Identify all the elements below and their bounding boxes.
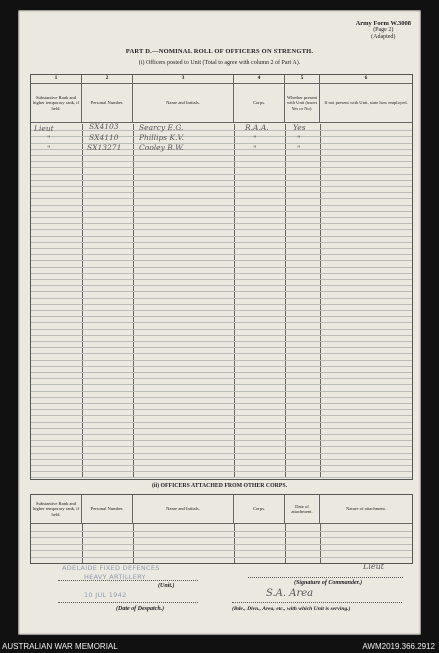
form-page: (Page 2) (373, 27, 394, 33)
ruled-line (31, 335, 412, 336)
column-number-row (31, 75, 412, 84)
col-number-4: 4 (234, 75, 285, 84)
ruled-line (31, 453, 412, 454)
ruled-line (31, 298, 412, 299)
ruled-line (31, 471, 412, 472)
ruled-line (31, 384, 412, 385)
ruled-line (31, 304, 412, 305)
ruled-line (31, 366, 412, 367)
ruled-line (31, 440, 412, 441)
header-row (31, 495, 412, 524)
entry-name: Cooley B.W. (139, 143, 184, 152)
col-number-6: 6 (320, 75, 412, 84)
ruled-line (31, 155, 412, 156)
table2-ruled-lines (31, 524, 412, 563)
unit-label: (Unit.) (158, 583, 175, 589)
col-number-3: 3 (133, 75, 234, 84)
ruled-line (31, 205, 412, 206)
ruled-line (31, 316, 412, 317)
entry-rank: Lieut (34, 124, 54, 133)
ruled-line (31, 329, 412, 330)
col-number-1: 1 (31, 75, 82, 84)
ruled-line (31, 254, 412, 255)
ruled-line (31, 531, 412, 532)
entry-corps: " (253, 134, 257, 143)
archive-footer (0, 640, 439, 653)
despatch-date-label: (Date of Despatch.) (116, 606, 165, 612)
ruled-line (31, 557, 412, 558)
ruled-line (31, 544, 412, 545)
ruled-line (31, 459, 412, 460)
commander-signature-label: (Signature of Commander.) (294, 580, 363, 586)
stamp-unit-line2: HEAVY ARTILLERY (84, 573, 146, 581)
ruled-line (31, 378, 412, 379)
ruled-line (31, 260, 412, 261)
ruled-line (31, 236, 412, 237)
section2-title: (ii) OFFICERS ATTACHED FROM OTHER CORPS. (151, 483, 288, 489)
ruled-line (31, 167, 412, 168)
form-identifier (356, 20, 411, 41)
ruled-line (31, 248, 412, 249)
area-handwritten: S.A. Area (266, 588, 314, 599)
ruled-line (31, 409, 412, 410)
commander-signature: Lieut (363, 562, 384, 571)
entry-number: SX4110 (89, 133, 119, 142)
ruled-line (31, 223, 412, 224)
ruled-line (31, 465, 412, 466)
ruled-line (31, 267, 412, 268)
ruled-line (31, 397, 412, 398)
entry-name: Searcy E.G. (139, 123, 184, 132)
bde-area-label: (Bde., Divn., Area, etc., with which Unit is serving.) (232, 606, 351, 612)
ruled-line (31, 273, 412, 274)
ruled-line (31, 415, 412, 416)
entry-rank: " (47, 134, 51, 143)
entry-number: SX13271 (87, 143, 122, 152)
ruled-line (31, 322, 412, 323)
entry-present: Yes (293, 123, 306, 132)
ruled-line (31, 180, 412, 181)
col-number-2: 2 (82, 75, 133, 84)
header-row (31, 84, 412, 123)
ruled-line (31, 372, 412, 373)
ruled-line (31, 446, 412, 447)
ruled-line (31, 403, 412, 404)
ruled-line (31, 174, 412, 175)
ruled-line (31, 161, 412, 162)
header-date-attachment: Date of attachment. (285, 495, 320, 523)
ruled-line (31, 341, 412, 342)
header-name: Name and Initials. (133, 84, 234, 122)
ruled-line (31, 537, 412, 538)
footer-institution: AUSTRALIAN WAR MEMORIAL (2, 642, 118, 651)
table1-ruled-lines (31, 124, 412, 478)
header-rank: Substantive Rank and higher temporary rank, if held. (31, 84, 82, 122)
ruled-line (31, 192, 412, 193)
stamp-unit-line1: ADELAIDE FIXED DEFENCES (62, 564, 160, 572)
entry-present: " (297, 144, 301, 153)
form-sheet (18, 10, 421, 635)
ruled-line (31, 285, 412, 286)
ruled-line (31, 242, 412, 243)
ruled-line (31, 291, 412, 292)
header-number: Personal Number. (82, 495, 133, 523)
entry-present: " (297, 134, 301, 143)
officers-posted-table (30, 74, 413, 480)
header-corps: Corps. (234, 84, 285, 122)
stamp-date: 10 JUL 1942 (84, 591, 127, 599)
header-employment: If not present with Unit, state how employed. (324, 100, 408, 106)
ruled-line (31, 186, 412, 187)
ruled-line (31, 198, 412, 199)
entry-number: SX4103 (89, 122, 119, 131)
ruled-line (31, 211, 412, 212)
officers-attached-table (30, 494, 413, 564)
ruled-line (31, 391, 412, 392)
part-title: PART D.—NOMINAL ROLL OF OFFICERS ON STRENGTH. (125, 48, 314, 55)
ruled-line (31, 360, 412, 361)
ruled-line (31, 310, 412, 311)
footer-accession-number: AWM2019.366.2912 (362, 642, 435, 651)
header-nature-attachment: Nature of attachment. (346, 506, 386, 512)
ruled-line (31, 347, 412, 348)
ruled-line (31, 217, 412, 218)
form-name: Army Form W.3008 (355, 20, 411, 27)
header-corps: Corps. (234, 495, 285, 523)
ruled-line (31, 279, 412, 280)
header-number: Personal Number. (82, 84, 133, 122)
header-rank: Substantive Rank and higher temporary rank, if held. (31, 495, 82, 523)
ruled-line (31, 434, 412, 435)
col-number-5: 5 (285, 75, 320, 84)
entry-rank: " (47, 144, 51, 153)
header-name: Name and Initials. (133, 495, 234, 523)
entry-corps: R.A.A. (245, 123, 269, 132)
ruled-line (31, 353, 412, 354)
section1-title: (i) Officers posted to Unit (Total to agree with column 2 of Part A). (138, 60, 301, 66)
ruled-line (31, 229, 412, 230)
header-present: Whether present with Unit (insert Yes or No). (285, 84, 320, 122)
entry-corps: " (253, 144, 257, 153)
entry-name: Phillips K.V. (139, 133, 184, 142)
ruled-line (31, 550, 412, 551)
ruled-line (31, 477, 412, 478)
ruled-line (31, 428, 412, 429)
ruled-line (31, 422, 412, 423)
form-adapted: (Adapted) (371, 34, 396, 40)
